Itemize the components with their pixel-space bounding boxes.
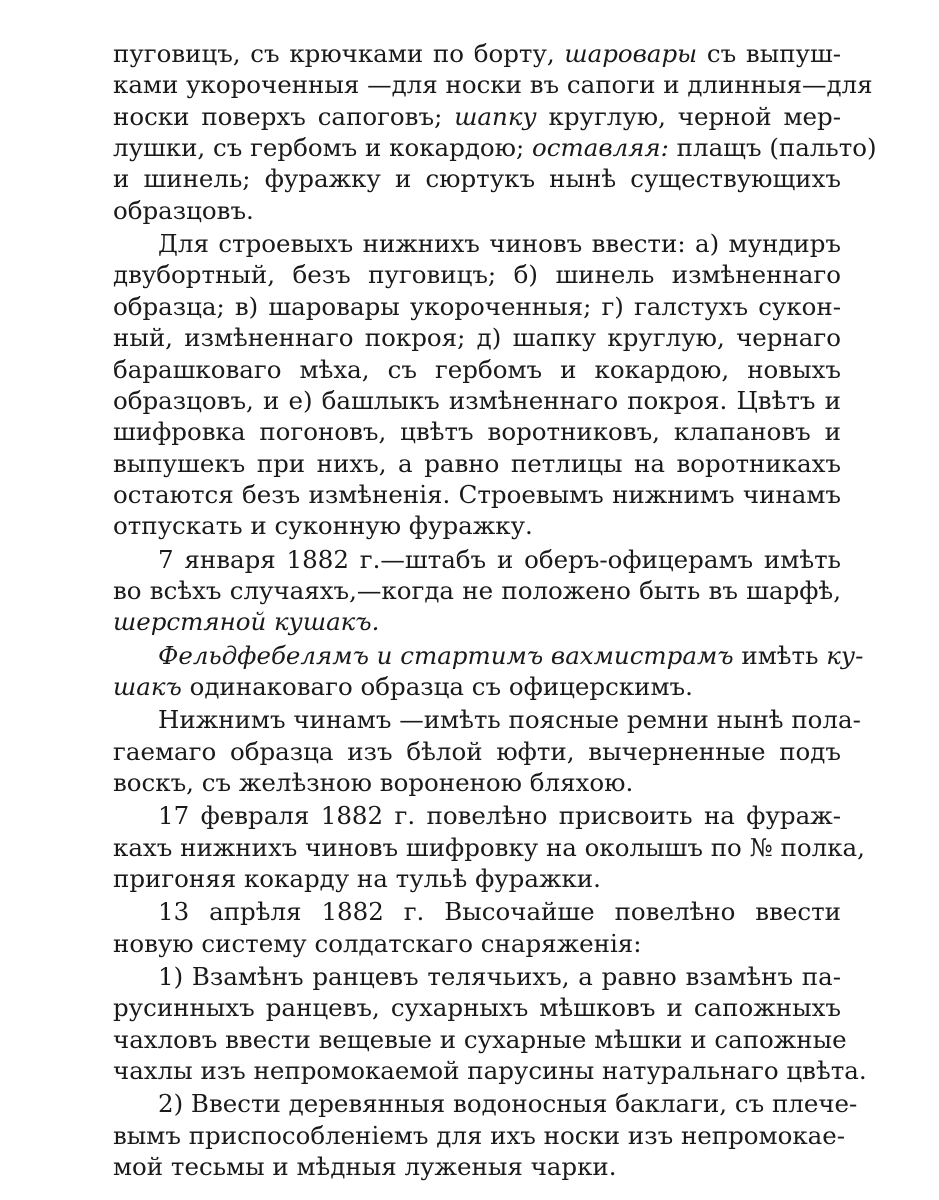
text-line [158,639,864,673]
text-span: пуговицъ, съ крючками по борту, [113,39,565,68]
text-line [158,895,841,929]
text-span: носки поверхъ сапоговъ; [113,102,455,131]
text-span: образцовъ. [113,196,254,225]
text-line [158,960,841,994]
text-span: вымъ приспособленіемъ для ихъ носки изъ непромокае- [113,1121,846,1150]
text-span: остаются безъ измѣненія. Строевымъ нижнимъ чинамъ [113,480,841,509]
italic-text-span: оставляя: [532,133,669,162]
text-span: плащъ (пальто) [668,133,877,162]
text-span: двубортный, безъ пуговицъ; б) шинель измѣненнаго [113,260,841,289]
text-line [158,543,841,577]
text-line [113,670,841,704]
text-line [113,37,841,71]
text-line [113,290,841,324]
text-line [158,227,841,261]
text-line [113,1119,846,1153]
text-line [113,991,841,1025]
text-span: и шинель; фуражку и сюртукъ нынѣ существующихъ [113,164,841,193]
italic-text-span: шапку [454,102,537,131]
italic-text-span: ку- [826,641,864,670]
text-span: во всѣхъ случаяхъ,—когда не положено быть въ шарфѣ, [113,576,841,605]
text-span: чахловъ ввести вещевые и сухарные мѣшки и сапожные [113,1025,847,1054]
text-span: гаемаго образца изъ бѣлой юфти, вычерненные подъ [113,737,841,766]
text-span: ный, измѣненнаго покроя; д) шапку круглую, чернаго [113,323,841,352]
text-span: 13 апрѣля 1882 г. Высочайше повелѣно ввести [158,897,841,926]
text-span: одинаковаго образца съ офицерскимъ. [181,672,693,701]
text-line [158,799,841,833]
italic-text-span: шакъ [113,672,182,701]
text-span: барашковаго мѣха, съ гербомъ и кокардою, новыхъ [113,355,841,384]
text-span: образцовъ, и е) башлыкъ измѣненнаго покроя. Цвѣтъ и [113,386,841,415]
text-line [113,862,841,896]
text-line [113,927,841,961]
text-span: образца; в) шаровары укороченныя; г) галстухъ сукон- [113,292,841,321]
text-span: шифровка погоновъ, цвѣтъ воротниковъ, клапановъ и [113,417,841,446]
text-line [113,415,841,449]
text-span: ками укороченныя —для носки въ сапоги и длинныя—для [113,70,873,99]
text-line [113,1150,841,1184]
text-line [113,478,841,512]
text-span: новую систему солдатскаго снаряженія: [113,929,642,958]
text-span: лушки, съ гербомъ и кокардою; [113,133,533,162]
text-line [113,605,841,639]
text-line [158,703,861,737]
text-line [113,353,841,387]
text-line [113,258,841,292]
text-line [113,100,841,134]
text-line [158,1087,858,1121]
text-span: 7 января 1882 г.—штабъ и оберъ-офицерамъ имѣть [158,545,841,574]
text-span: пригоняя кокарду на тульѣ фуражки. [113,864,601,893]
text-span: воскъ, съ желѣзною вороненою бляхою. [113,768,634,797]
text-line [113,574,841,608]
text-line [113,131,877,165]
text-line [113,509,841,543]
text-line [113,1054,867,1088]
text-span: чахлы изъ непромокаемой парусины натуральнаго цвѣта. [113,1056,867,1085]
text-span: русинныхъ ранцевъ, сухарныхъ мѣшковъ и сапожныхъ [113,993,841,1022]
text-span: 1) Взамѣнъ ранцевъ телячьихъ, а равно взамѣнъ па- [158,962,841,991]
text-span: 17 февраля 1882 г. повелѣно присвоить на фураж- [158,801,841,830]
italic-text-span: Фельдфебелямъ и стартимъ вахмистрамъ [158,641,734,670]
text-line [113,831,865,865]
text-line [113,68,873,102]
text-line [113,766,841,800]
text-span: кахъ нижнихъ чиновъ шифровку на околышъ по № полка, [113,833,865,862]
italic-text-span: шерстяной кушакъ. [113,607,380,636]
text-line [113,194,841,228]
text-span: мой тесьмы и мѣдныя луженыя чарки. [113,1152,617,1181]
text-span: Нижнимъ чинамъ —имѣть поясные ремни нынѣ пола- [158,705,861,734]
text-span: 2) Ввести деревянныя водоносныя баклаги, съ плече- [158,1089,858,1118]
text-span: отпускать и суконную фуражку. [113,511,533,540]
text-span: имѣть [733,641,827,670]
italic-text-span: шаровары [564,39,698,68]
text-line [113,384,841,418]
text-line [113,162,841,196]
text-line [113,1023,847,1057]
text-span: круглую, черной мер- [536,102,841,131]
text-line [113,321,841,355]
text-span: Для строевыхъ нижнихъ чиновъ ввести: а) мундиръ [158,229,841,258]
text-line [113,447,841,481]
text-span: съ выпуш- [697,39,841,68]
text-span: выпушекъ при нихъ, а равно петлицы на воротникахъ [113,449,841,478]
text-line [113,735,841,769]
